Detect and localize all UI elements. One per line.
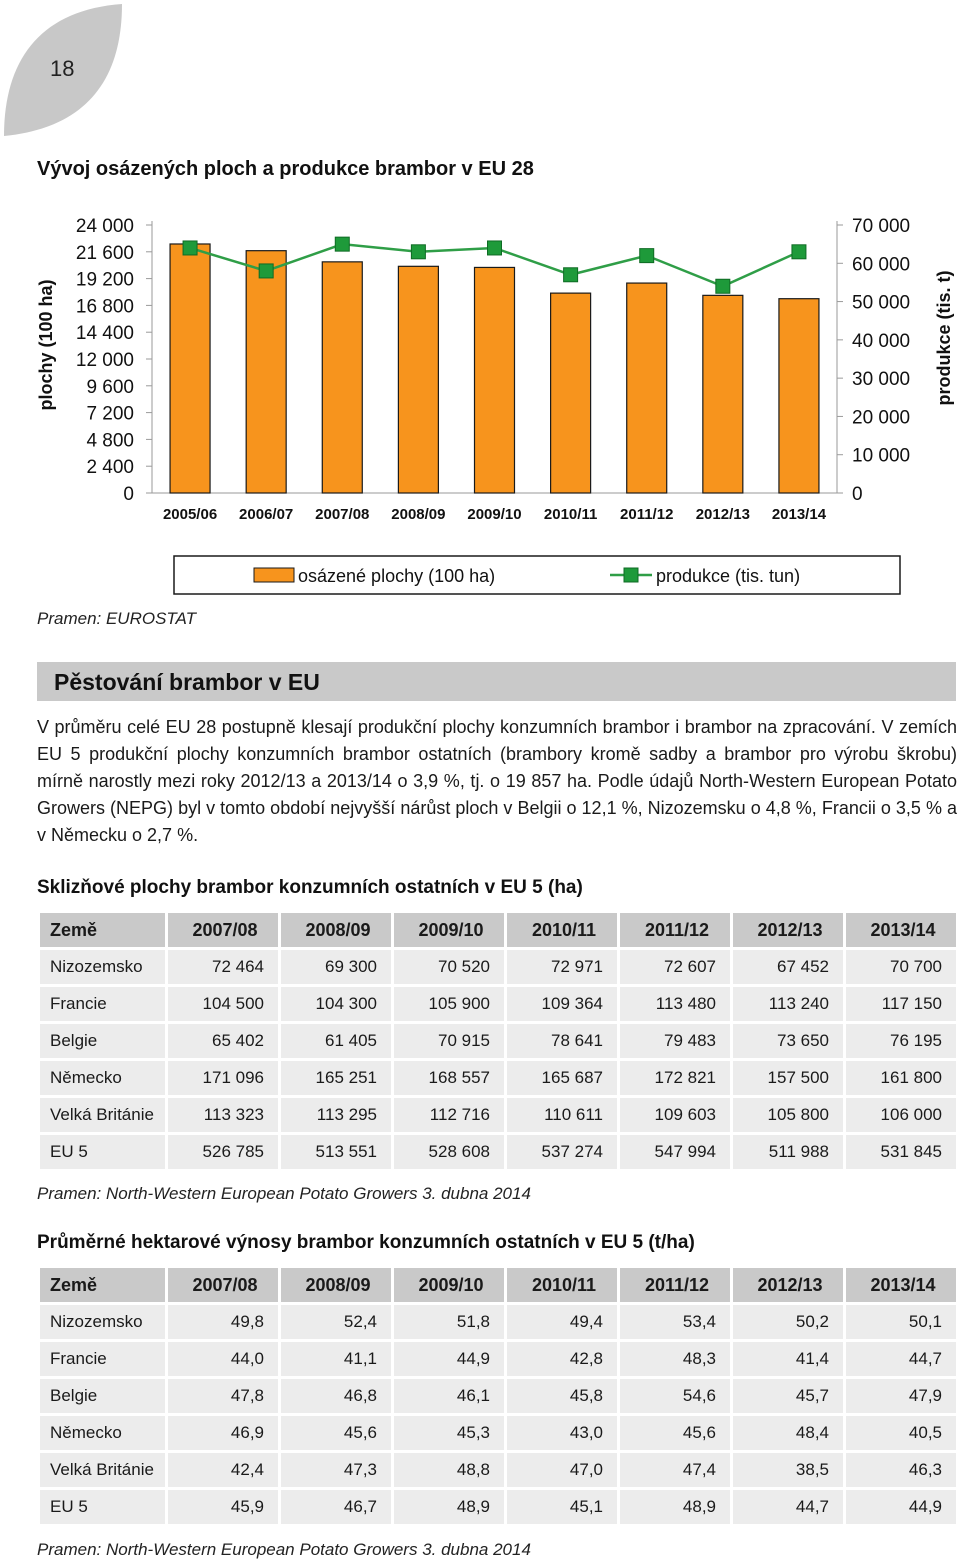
y-right-tick-label: 10 000 [852,445,911,467]
bar [322,262,362,493]
line-point [411,245,425,259]
row-country: Německo [40,1416,165,1450]
table-cell: 104 500 [168,987,278,1021]
table2-title: Průměrné hektarové výnosy brambor konzumních ostatních v EU 5 (t/ha) [37,1232,695,1253]
column-header-year: 2008/09 [281,913,391,947]
line-point [564,268,578,282]
y-left-tick-label: 12 000 [75,350,134,371]
table-cell: 113 480 [620,987,730,1021]
y-right-tick-label: 50 000 [852,292,911,314]
table-cell: 78 641 [507,1024,617,1058]
table-cell: 112 716 [394,1098,504,1132]
y-left-tick-label: 16 800 [75,296,134,318]
table-cell: 105 800 [733,1098,843,1132]
table-cell: 171 096 [168,1061,278,1095]
x-tick-label: 2006/07 [239,506,294,523]
table-row [40,1135,956,1169]
column-header-year: 2012/13 [733,913,843,947]
table-row [40,1416,956,1450]
y-right-tick-label: 40 000 [852,330,911,352]
table-header-row [40,913,956,947]
table-cell: 47,3 [281,1453,391,1487]
table-cell: 79 483 [620,1024,730,1058]
table-cell: 45,3 [394,1416,504,1450]
y-left-tick-label: 7 200 [86,403,134,425]
table-cell: 72 464 [168,950,278,984]
line-point [335,237,349,251]
table-cell: 49,4 [507,1305,617,1339]
table-cell: 69 300 [281,950,391,984]
table-cell: 109 364 [507,987,617,1021]
column-header-country: Země [40,913,165,947]
table-cell: 70 915 [394,1024,504,1058]
table-cell: 41,4 [733,1342,843,1376]
table-cell: 54,6 [620,1379,730,1413]
table-cell: 48,9 [620,1490,730,1524]
table-row [40,1305,956,1339]
table-row [40,1342,956,1376]
column-header-year: 2009/10 [394,1268,504,1302]
row-country: Velká Británie [40,1098,165,1132]
table-cell: 528 608 [394,1135,504,1169]
table2-source: Pramen: North-Western European Potato Growers 3. dubna 2014 [37,1540,531,1559]
table-cell: 70 700 [846,950,956,984]
table-cell: 109 603 [620,1098,730,1132]
table-row [40,950,956,984]
table1-title: Sklizňové plochy brambor konzumních ostatních v EU 5 (ha) [37,877,583,898]
y-left-tick-label: 24 000 [75,216,134,237]
row-country: Nizozemsko [40,950,165,984]
table-cell: 165 251 [281,1061,391,1095]
y-left-tick-label: 2 400 [86,457,134,479]
table-cell: 45,6 [620,1416,730,1450]
table-row [40,1061,956,1095]
x-tick-label: 2013/14 [771,506,827,523]
table-cell: 113 240 [733,987,843,1021]
table-cell: 511 988 [733,1135,843,1169]
table-header-row [40,1268,956,1302]
table-row [40,1098,956,1132]
x-tick-label: 2010/11 [543,506,598,523]
body-paragraph: V průměru celé EU 28 postupně klesají produkční plochy konzumních brambor i brambor na zpracování. V zemích EU 5 produkční plochy konzumních brambor ostatních (brambory kromě sadby a brambor pro výrobu škrobu) mírně narostly mezi roky 2012/13 a 2013/14 o 3,9 %, tj. o 19 857 ha. Podle údajů North-Western European Potato Growers (NEPG) byl v tomto období nejvyšší nárůst ploch v Belgii o 12,1 %, Nizozemsku o 4,8 %, Francii o 3,5 % a v Německu o 2,7 %. [37,717,957,845]
y-left-tick-label: 19 200 [75,269,134,291]
table-cell: 45,9 [168,1490,278,1524]
column-header-year: 2007/08 [168,913,278,947]
table-cell: 117 150 [846,987,956,1021]
table-row [40,1379,956,1413]
table-cell: 44,9 [394,1342,504,1376]
line-point [259,264,273,278]
y-right-axis-title: produkce (tis. t) [934,270,954,406]
table-cell: 46,7 [281,1490,391,1524]
table-cell: 43,0 [507,1416,617,1450]
table-cell: 44,7 [733,1490,843,1524]
table-cell: 72 607 [620,950,730,984]
y-right-tick-label: 70 000 [852,216,911,237]
table-cell: 42,4 [168,1453,278,1487]
table-cell: 61 405 [281,1024,391,1058]
row-country: EU 5 [40,1490,165,1524]
y-right-tick-label: 30 000 [852,369,911,391]
column-header-year: 2009/10 [394,913,504,947]
table-cell: 48,4 [733,1416,843,1450]
column-header-year: 2010/11 [507,913,617,947]
table-cell: 44,7 [846,1342,956,1376]
column-header-year: 2013/14 [846,913,956,947]
table-cell: 45,7 [733,1379,843,1413]
table-row [40,987,956,1021]
table-cell: 52,4 [281,1305,391,1339]
table-cell: 46,1 [394,1379,504,1413]
column-header-year: 2012/13 [733,1268,843,1302]
table-cell: 53,4 [620,1305,730,1339]
table-cell: 106 000 [846,1098,956,1132]
table-cell: 44,0 [168,1342,278,1376]
table-cell: 113 295 [281,1098,391,1132]
y-right-tick-label: 60 000 [852,254,911,276]
table-cell: 47,4 [620,1453,730,1487]
table-cell: 45,1 [507,1490,617,1524]
x-tick-label: 2011/12 [620,506,674,523]
row-country: Belgie [40,1024,165,1058]
table-cell: 70 520 [394,950,504,984]
bar [703,295,743,493]
table-row [40,1490,956,1524]
row-country: Francie [40,987,165,1021]
row-country: Německo [40,1061,165,1095]
legend-bar-swatch [254,568,294,582]
table1 [37,910,959,1172]
y-left-tick-label: 4 800 [86,430,134,452]
table-cell: 51,8 [394,1305,504,1339]
table-cell: 110 611 [507,1098,617,1132]
column-header-year: 2008/09 [281,1268,391,1302]
table-cell: 38,5 [733,1453,843,1487]
row-country: Belgie [40,1379,165,1413]
table-cell: 46,9 [168,1416,278,1450]
table-cell: 168 557 [394,1061,504,1095]
page-number: 18 [50,56,75,81]
y-left-tick-label: 0 [123,484,134,505]
table-cell: 41,1 [281,1342,391,1376]
column-header-year: 2010/11 [507,1268,617,1302]
bar [475,267,515,493]
x-tick-label: 2007/08 [315,506,370,523]
table-cell: 50,2 [733,1305,843,1339]
table-row [40,1024,956,1058]
chart [0,200,960,600]
line-point [716,279,730,293]
line-point [488,241,502,255]
table-cell: 165 687 [507,1061,617,1095]
table-cell: 537 274 [507,1135,617,1169]
bar [779,299,819,493]
bar [551,293,591,493]
table-cell: 547 994 [620,1135,730,1169]
table-cell: 44,9 [846,1490,956,1524]
table-cell: 105 900 [394,987,504,1021]
line-point [792,245,806,259]
column-header-country: Země [40,1268,165,1302]
table-cell: 113 323 [168,1098,278,1132]
bar [398,266,438,493]
table-cell: 49,8 [168,1305,278,1339]
table-cell: 48,3 [620,1342,730,1376]
line-point [640,249,654,263]
section-heading: Pěstování brambor v EU [54,669,320,695]
table-cell: 48,9 [394,1490,504,1524]
table-cell: 172 821 [620,1061,730,1095]
section-heading-bar [37,662,956,701]
column-header-year: 2007/08 [168,1268,278,1302]
y-right-tick-label: 0 [852,484,863,505]
table-cell: 67 452 [733,950,843,984]
table-cell: 50,1 [846,1305,956,1339]
table-cell: 72 971 [507,950,617,984]
x-tick-label: 2012/13 [695,506,750,523]
table-row [40,1453,956,1487]
table-cell: 526 785 [168,1135,278,1169]
table-cell: 104 300 [281,987,391,1021]
row-country: Francie [40,1342,165,1376]
y-left-tick-label: 9 600 [86,376,134,398]
legend-line-label: produkce (tis. tun) [656,566,801,586]
table-cell: 531 845 [846,1135,956,1169]
chart-title: Vývoj osázených ploch a produkce brambor v EU 28 [37,158,534,180]
bar [627,283,667,493]
y-left-axis-title: plochy (100 ha) [36,279,56,411]
table-cell: 48,8 [394,1453,504,1487]
column-header-year: 2011/12 [620,913,730,947]
x-tick-label: 2008/09 [391,506,446,523]
table-cell: 40,5 [846,1416,956,1450]
table-cell: 76 195 [846,1024,956,1058]
column-header-year: 2011/12 [620,1268,730,1302]
table2 [37,1265,959,1527]
row-country: Nizozemsko [40,1305,165,1339]
legend-line-marker [624,568,638,582]
table-cell: 157 500 [733,1061,843,1095]
bar [246,251,286,493]
line-point [183,241,197,255]
table1-source: Pramen: North-Western European Potato Growers 3. dubna 2014 [37,1184,531,1203]
x-tick-label: 2005/06 [162,506,218,523]
row-country: EU 5 [40,1135,165,1169]
row-country: Velká Británie [40,1453,165,1487]
y-right-tick-label: 20 000 [852,407,911,429]
legend-bar-label: osázené plochy (100 ha) [298,566,496,586]
column-header-year: 2013/14 [846,1268,956,1302]
table-cell: 65 402 [168,1024,278,1058]
table-cell: 47,8 [168,1379,278,1413]
x-tick-label: 2009/10 [467,506,522,523]
table-cell: 47,0 [507,1453,617,1487]
table-cell: 42,8 [507,1342,617,1376]
y-left-tick-label: 14 400 [75,323,134,345]
table-cell: 513 551 [281,1135,391,1169]
table-cell: 73 650 [733,1024,843,1058]
table-cell: 45,8 [507,1379,617,1413]
bar [170,244,210,493]
table-cell: 46,8 [281,1379,391,1413]
table-cell: 45,6 [281,1416,391,1450]
table-cell: 161 800 [846,1061,956,1095]
table-cell: 47,9 [846,1379,956,1413]
chart-source: Pramen: EUROSTAT [37,609,197,628]
table-cell: 46,3 [846,1453,956,1487]
y-left-tick-label: 21 600 [75,242,134,264]
